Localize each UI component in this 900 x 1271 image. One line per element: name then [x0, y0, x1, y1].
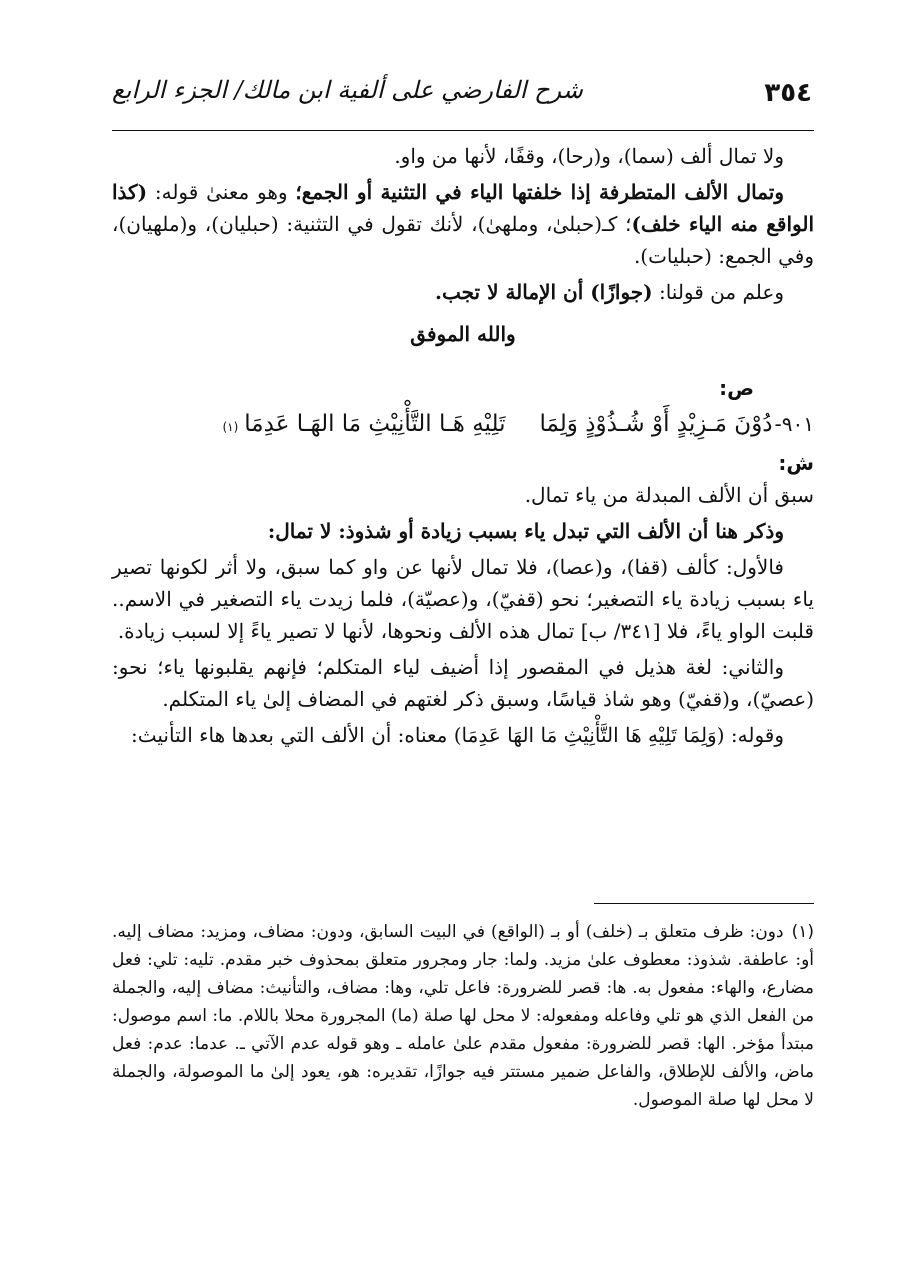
paragraph: وذكر هنا أن الألف التي تبدل ياء بسبب زيادة أو شذوذ: لا تمال:	[267, 519, 784, 543]
footnote-reference[interactable]: (١)	[222, 420, 239, 434]
verse-number: ٩٠١-	[774, 412, 814, 436]
page-header	[112, 72, 812, 116]
sharh-label: ش:	[778, 451, 814, 475]
paragraph: وعلم من قولنا: (جوازًا) أن الإمالة لا تجب.	[435, 280, 784, 304]
footnote-number: (١)	[791, 922, 814, 942]
footnote-divider	[594, 903, 814, 904]
footnote	[112, 918, 814, 1114]
verse-second-hemistich: تَلِيْهِ هَـا التَّأْنِيْثِ مَا الهَـا عَدِمَا	[244, 411, 506, 437]
paragraph: سبق أن الألف المبدلة من ياء تمال.	[524, 483, 814, 507]
poem-verse	[112, 404, 814, 447]
page-number: ٣٥٤	[764, 78, 812, 108]
verse-first-hemistich: دُوْنَ مَـزِيْدٍ أَوْ شُـذُوْذٍ وَلِمَا	[539, 411, 773, 437]
paragraph: فالأول: كألف (قفا)، و(عصا)، فلا تمال لأنها عن واو كما سبق، ولا أثر لكونها تصير ياء بسبب زيادة ياء التصغير؛ نحو (قفيّ)، و(عصيّة)، فلما زيدت ياء التصغير في الاسم.. قلبت الواو ياءً، فلا [٣٤١/ ب] تمال هذه الألف ونحوها، لأنها لا تصير ياءً إلا لسبب زيادة.	[112, 555, 814, 643]
paragraph: والثاني: لغة هذيل في المقصور إذا أضيف لياء المتكلم؛ فإنهم يقلبونها ياء؛ نحو: (عصيّ)، و(قفيّ) وهو شاذ قياسًا، وسبق ذكر لغتهم في المضاف إلىٰ ياء المتكلم.	[112, 655, 814, 711]
paragraph: ولا تمال ألف (سما)، و(رحا)، وقفًا، لأنها من واو.	[394, 144, 784, 168]
main-text	[112, 140, 814, 751]
closing-phrase: والله الموفق	[410, 322, 516, 346]
header-divider	[112, 130, 814, 131]
running-title: شرح الفارضي على ألفية ابن مالك/ الجزء الرابع	[112, 76, 583, 104]
paragraph: وتمال الألف المتطرفة إذا خلفتها الياء في التثنية أو الجمع؛ وهو معنىٰ قوله: (كذا الواقع منه الياء خلف)؛ كـ(حبلىٰ، وملهىٰ)، لأنك تقول في التثنية: (حبليان)، و(ملهيان)، وفي الجمع: (حبليات).	[112, 180, 815, 268]
verse-label: ص:	[719, 376, 754, 400]
paragraph: وقوله: (وَلِمَا تَلِيْهِ هَا التَّأْنِيْثِ مَا الهَا عَدِمَا) معناه: أن الألف التي بعدها هاء التأنيث:	[131, 723, 784, 747]
footnote-text: (١)دون: ظرف متعلق بـ (خلف) أو بـ (الواقع) في البيت السابق، ودون: مضاف، ومزيد: مضاف إليه. أو: عاطفة. شذوذ: معطوف علىٰ مزيد. ولما: جار ومجرور متعلق بمحذوف خبر مقدم. تليه: تلي: فعل مضارع، والهاء: مفعول به. ها: قصر للضرورة: فاعل تلي، وها: مضاف، والتأنيث: مضاف إليه، والجملة من الفعل الذي هو تلي وفاعله ومفعوله: لا محل لها صلة (ما) المجرورة محلا باللام. ما: اسم موصول: مبتدأ مؤخر. الها: قصر للضرورة: مفعول مقدم علىٰ عامله ـ وهو قوله عدم الآتي ـ. عدما: عدم: فعل ماض، والألف للإطلاق، والفاعل ضمير مستتر فيه جوازًا، تقديره: هو، يعود إلىٰ ما الموصولة، والجملة لا محل لها صلة الموصول.	[112, 922, 815, 1110]
